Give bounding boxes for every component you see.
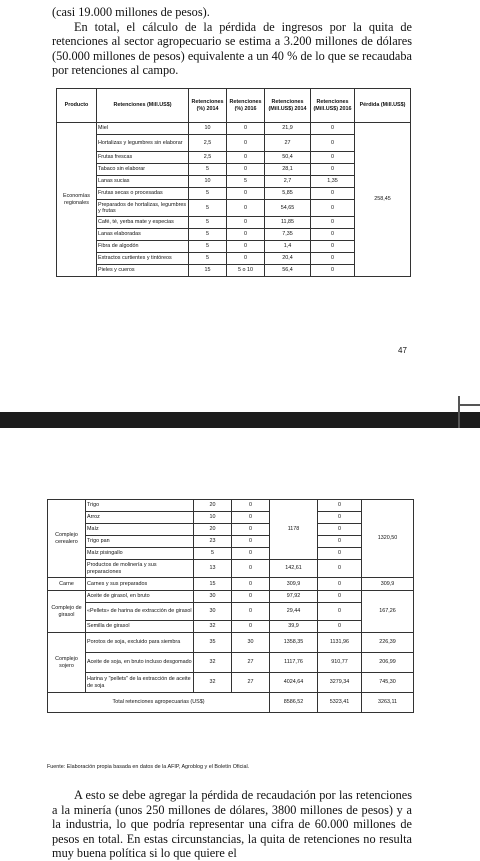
value-cell: 0	[232, 603, 270, 621]
header-pct-2016: Retenciones (%) 2016	[227, 89, 265, 123]
product-name: Lanas sucias	[97, 176, 189, 188]
product-name: Pieles y cueros	[97, 265, 189, 277]
product-name: Miel	[97, 123, 189, 135]
value-cell: 5	[189, 229, 227, 241]
value-cell: 0	[227, 217, 265, 229]
value-cell: 0	[227, 135, 265, 152]
value-cell: 0	[227, 152, 265, 164]
table-row	[48, 673, 414, 693]
value-cell: 15	[194, 578, 232, 591]
page-top	[0, 0, 480, 412]
product-name: «Pellets» de harina de extracción de girasol	[86, 603, 194, 621]
value-cell: 910,77	[318, 653, 362, 673]
value-cell: 3279,34	[318, 673, 362, 693]
product-name: Hortalizas y legumbres sin elaborar	[97, 135, 189, 152]
value-cell: 0	[227, 188, 265, 200]
table-source: Fuente: Elaboración propia basada en datos de la AFIP, Agroblog y el Boletín Oficial.	[47, 764, 250, 770]
value-cell: 28,1	[265, 164, 311, 176]
value-cell: 0	[311, 188, 355, 200]
table-row	[48, 621, 414, 633]
table-row	[48, 500, 414, 512]
header-producto: Producto	[57, 89, 97, 123]
product-name: Harina y "pellets" de la extracción de aceite de soja	[86, 673, 194, 693]
value-cell: 0	[318, 548, 362, 560]
value-cell: 1,4	[265, 241, 311, 253]
total-value: 5323,41	[318, 693, 362, 713]
loss-value: 258,45	[355, 123, 411, 277]
value-cell: 0	[311, 135, 355, 152]
value-cell: 0	[318, 524, 362, 536]
product-name: Preparados de hortalizas, legumbres y frutas	[97, 200, 189, 217]
value-cell: 5	[189, 241, 227, 253]
value-cell: 10	[194, 512, 232, 524]
value-cell: 13	[194, 560, 232, 578]
table-row	[48, 512, 414, 524]
merged-value: 1178	[270, 500, 318, 560]
value-cell: 0	[227, 241, 265, 253]
loss-value: 1320,50	[362, 500, 414, 578]
value-cell: 0	[232, 524, 270, 536]
group-label: Carne	[48, 578, 86, 591]
table-header-row	[57, 89, 411, 123]
product-name: Frutas secas o procesadas	[97, 188, 189, 200]
value-cell: 1117,76	[270, 653, 318, 673]
value-cell: 39,9	[270, 621, 318, 633]
value-cell: 35	[194, 633, 232, 653]
value-cell: 0	[232, 536, 270, 548]
header-retenciones: Retenciones (Mill.US$)	[97, 89, 189, 123]
table-row	[48, 591, 414, 603]
value-cell: 30	[194, 591, 232, 603]
value-cell: 11,85	[265, 217, 311, 229]
product-name: Extractos curtientes y tintóreos	[97, 253, 189, 265]
value-cell: 54,65	[265, 200, 311, 217]
value-cell: 1,35	[311, 176, 355, 188]
table-row	[48, 548, 414, 560]
value-cell: 5	[227, 176, 265, 188]
product-name: Tabaco sin elaborar	[97, 164, 189, 176]
value-cell: 0	[318, 512, 362, 524]
value-cell: 4024,64	[270, 673, 318, 693]
product-name: Aceite de soja, en bruto incluso desgomado	[86, 653, 194, 673]
table-row	[48, 560, 414, 578]
product-name: Aceite de girasol, en bruto	[86, 591, 194, 603]
value-cell: 0	[311, 123, 355, 135]
value-cell: 27	[232, 673, 270, 693]
value-cell: 0	[232, 500, 270, 512]
value-cell: 5	[194, 548, 232, 560]
total-value: 3263,11	[362, 693, 414, 713]
table-row	[48, 524, 414, 536]
table-row	[48, 578, 414, 591]
table-row	[48, 693, 414, 713]
value-cell: 56,4	[265, 265, 311, 277]
product-name: Arroz	[86, 512, 194, 524]
product-name: Fibra de algodón	[97, 241, 189, 253]
value-cell: 0	[227, 164, 265, 176]
value-cell: 0	[311, 253, 355, 265]
product-name: Porotos de soja, excluido para siembra	[86, 633, 194, 653]
loss-value: 206,99	[362, 653, 414, 673]
value-cell: 142,61	[270, 560, 318, 578]
lead-line: (casi 19.000 millones de pesos).	[52, 5, 210, 19]
value-cell: 0	[318, 500, 362, 512]
value-cell: 0	[232, 548, 270, 560]
value-cell: 0	[232, 512, 270, 524]
value-cell: 0	[232, 560, 270, 578]
product-name: Lanas elaboradas	[97, 229, 189, 241]
value-cell: 0	[227, 253, 265, 265]
table-row	[48, 603, 414, 621]
value-cell: 0	[318, 536, 362, 548]
value-cell: 10	[189, 123, 227, 135]
value-cell: 0	[227, 200, 265, 217]
product-name: Café, té, yerba mate y especias	[97, 217, 189, 229]
product-name: Carnes y sus preparados	[86, 578, 194, 591]
table-row	[48, 653, 414, 673]
value-cell: 0	[311, 241, 355, 253]
header-pct-2014: Retenciones (%) 2014	[189, 89, 227, 123]
value-cell: 27	[265, 135, 311, 152]
group-label: Complejo de girasol	[48, 591, 86, 633]
value-cell: 0	[318, 578, 362, 591]
value-cell: 30	[194, 603, 232, 621]
value-cell: 20	[194, 524, 232, 536]
table-row	[48, 633, 414, 653]
value-cell: 30	[232, 633, 270, 653]
total-label: Total retenciones agropecuarias (US$)	[48, 693, 270, 713]
page-divider	[0, 412, 480, 428]
value-cell: 2,5	[189, 135, 227, 152]
group-label: Complejo cerealero	[48, 500, 86, 578]
value-cell: 1131,96	[318, 633, 362, 653]
value-cell: 32	[194, 673, 232, 693]
group-label: Complejo sojero	[48, 633, 86, 693]
value-cell: 50,4	[265, 152, 311, 164]
value-cell: 0	[311, 265, 355, 277]
value-cell: 2,5	[189, 152, 227, 164]
header-perdida: Pérdida (Mill.US$)	[355, 89, 411, 123]
value-cell: 0	[227, 123, 265, 135]
value-cell: 10	[189, 176, 227, 188]
value-cell: 1358,35	[270, 633, 318, 653]
value-cell: 20,4	[265, 253, 311, 265]
value-cell: 5	[189, 253, 227, 265]
value-cell: 32	[194, 621, 232, 633]
value-cell: 5	[189, 200, 227, 217]
value-cell: 7,35	[265, 229, 311, 241]
regional-economies-table	[56, 88, 411, 277]
value-cell: 32	[194, 653, 232, 673]
value-cell: 0	[232, 578, 270, 591]
product-name: Maíz	[86, 524, 194, 536]
table-row	[48, 536, 414, 548]
product-name: Trigo	[86, 500, 194, 512]
paragraph-total: En total, el cálculo de la pérdida de ingresos por la quita de retenciones al sector agropecuario se estima a 3.200 millones de dólares (50.000 millones de pesos) equivalente a un 40 % de lo que se recaudaba por retenciones al campo.	[52, 19, 412, 78]
product-name: Semilla de girasol	[86, 621, 194, 633]
table-row	[57, 123, 411, 135]
value-cell: 0	[318, 603, 362, 621]
page-number: 47	[398, 346, 407, 355]
value-cell: 0	[311, 229, 355, 241]
agro-products-table	[47, 499, 414, 713]
value-cell: 0	[232, 591, 270, 603]
value-cell: 2,7	[265, 176, 311, 188]
value-cell: 21,9	[265, 123, 311, 135]
value-cell: 5 o 10	[227, 265, 265, 277]
value-cell: 0	[318, 621, 362, 633]
value-cell: 27	[232, 653, 270, 673]
value-cell: 309,9	[270, 578, 318, 591]
loss-value: 309,9	[362, 578, 414, 591]
value-cell: 0	[311, 164, 355, 176]
value-cell: 97,92	[270, 591, 318, 603]
value-cell: 23	[194, 536, 232, 548]
header-mill-2016: Retenciones (Mill.US$) 2016	[311, 89, 355, 123]
value-cell: 29,44	[270, 603, 318, 621]
total-value: 8586,52	[270, 693, 318, 713]
paragraph-mining: A esto se debe agregar la pérdida de recaudación por las retenciones a la minería (unos 250 millones de dólares, 3800 millones de pesos) y a la industria, lo que podría representar una cifra de 60.000 millones de pesos en total. En estas circunstancias, la quita de retenciones no resulta muy buena política si lo que quiere el	[52, 788, 412, 861]
header-mill-2014: Retenciones (Mill.US$) 2014	[265, 89, 311, 123]
value-cell: 5,85	[265, 188, 311, 200]
value-cell: 0	[311, 217, 355, 229]
value-cell: 15	[189, 265, 227, 277]
product-name: Maíz pisingallo	[86, 548, 194, 560]
value-cell: 0	[311, 152, 355, 164]
value-cell: 0	[227, 229, 265, 241]
value-cell: 5	[189, 188, 227, 200]
group-label: Economías regionales	[57, 123, 97, 277]
value-cell: 0	[311, 200, 355, 217]
value-cell: 0	[232, 621, 270, 633]
value-cell: 5	[189, 217, 227, 229]
loss-value: 745,30	[362, 673, 414, 693]
product-name: Productos de molinería y sus preparaciones	[86, 560, 194, 578]
product-name: Trigo pan	[86, 536, 194, 548]
product-name: Frutas frescas	[97, 152, 189, 164]
value-cell: 5	[189, 164, 227, 176]
intro-text	[52, 5, 412, 78]
value-cell: 0	[318, 560, 362, 578]
value-cell: 0	[318, 591, 362, 603]
value-cell: 20	[194, 500, 232, 512]
loss-value: 226,39	[362, 633, 414, 653]
loss-value: 167,26	[362, 591, 414, 633]
